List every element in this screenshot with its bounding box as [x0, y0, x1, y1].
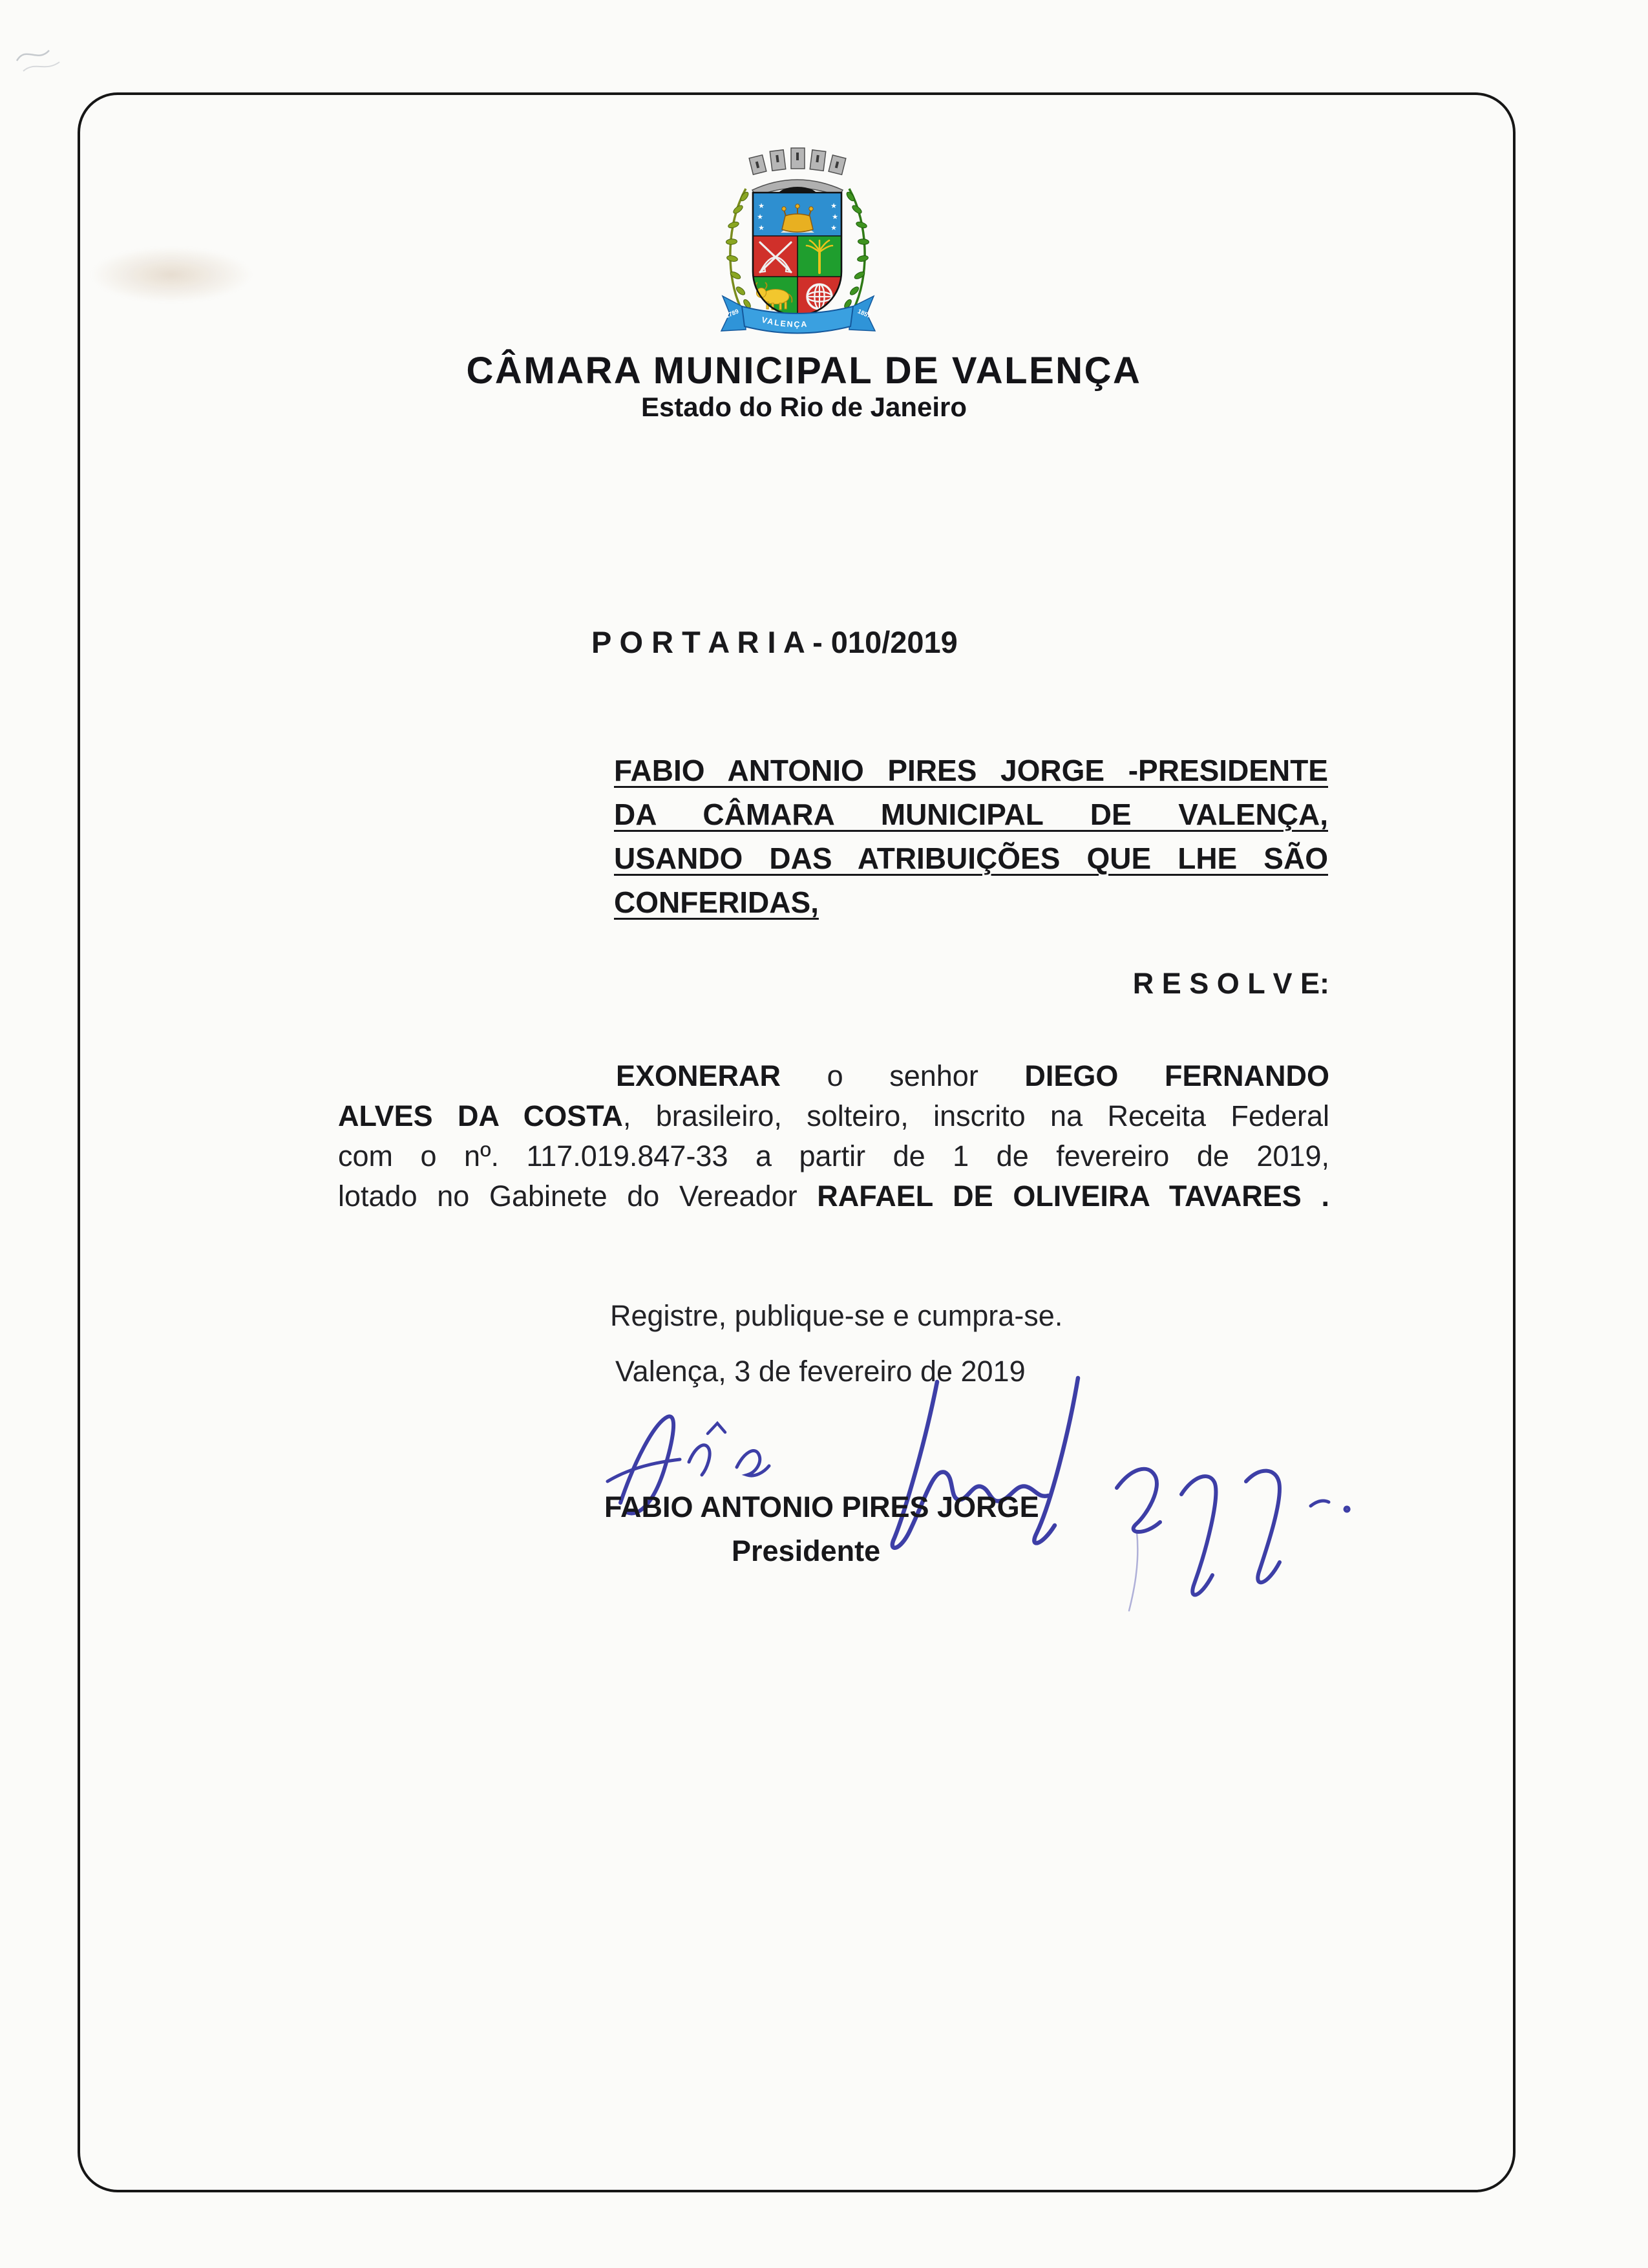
closing-dateline: Valença, 3 de fevereiro de 2019 — [615, 1355, 1026, 1388]
person-name: ALVES DA COSTA — [338, 1099, 623, 1132]
preamble-line: FABIO ANTONIO PIRES JORGE -PRESIDENTE — [614, 754, 1328, 787]
signer-role: Presidente — [732, 1534, 881, 1567]
action-word: EXONERAR — [616, 1059, 781, 1092]
resolve-heading: R E S O L V E: — [1132, 967, 1329, 1000]
person-name: DIEGO FERNANDO — [1024, 1059, 1329, 1092]
year-right: 1857 — [856, 308, 872, 321]
svg-text:★: ★ — [832, 213, 838, 221]
scan-scratch-artifact — [12, 37, 96, 83]
preamble-paragraph — [614, 748, 1328, 924]
laurel-branch-left — [726, 189, 752, 310]
org-title: CÂMARA MUNICIPAL DE VALENÇA — [466, 350, 1142, 392]
resolution-line: ALVES DA COSTA, brasileiro, solteiro, inscrito na Receita Federal — [338, 1099, 1329, 1132]
resolution-paragraph — [338, 1056, 1329, 1216]
scan-smudge-artifact — [90, 247, 252, 302]
svg-text:★: ★ — [830, 224, 837, 232]
resolution-line: EXONERAR o senhor DIEGO FERNANDO — [616, 1059, 1329, 1092]
svg-text:★: ★ — [758, 224, 765, 232]
preamble-line: CONFERIDAS, — [614, 885, 819, 919]
year-left: 1789 — [724, 308, 740, 321]
laurel-branch-right — [843, 189, 869, 310]
svg-text:★: ★ — [830, 202, 837, 210]
motto-text: VALENÇA — [760, 315, 808, 330]
closing-order: Registre, publique-se e cumpra-se. — [610, 1299, 1063, 1332]
golden-crown — [782, 214, 813, 232]
coat-of-arms — [719, 147, 878, 336]
preamble-line: USANDO DAS ATRIBUIÇÕES QUE LHE SÃO — [614, 842, 1328, 875]
resolution-line: com o nº. 117.019.847-33 a partir de 1 de fevereiro de 2019, — [338, 1139, 1329, 1172]
resolution-line: lotado no Gabinete do Vereador RAFAEL DE OLIVEIRA TAVARES . — [338, 1180, 1329, 1213]
portaria-heading: P O R T A R I A - 010/2019 — [591, 625, 958, 659]
armillary-sphere — [807, 284, 832, 309]
preamble-line: DA CÂMARA MUNICIPAL DE VALENÇA, — [614, 798, 1328, 831]
svg-text:★: ★ — [757, 213, 763, 221]
councilman-name: RAFAEL DE OLIVEIRA TAVARES . — [817, 1180, 1329, 1213]
signer-name: FABIO ANTONIO PIRES JORGE — [604, 1490, 1039, 1523]
org-subtitle: Estado do Rio de Janeiro — [640, 392, 967, 422]
svg-text:★: ★ — [758, 202, 765, 210]
